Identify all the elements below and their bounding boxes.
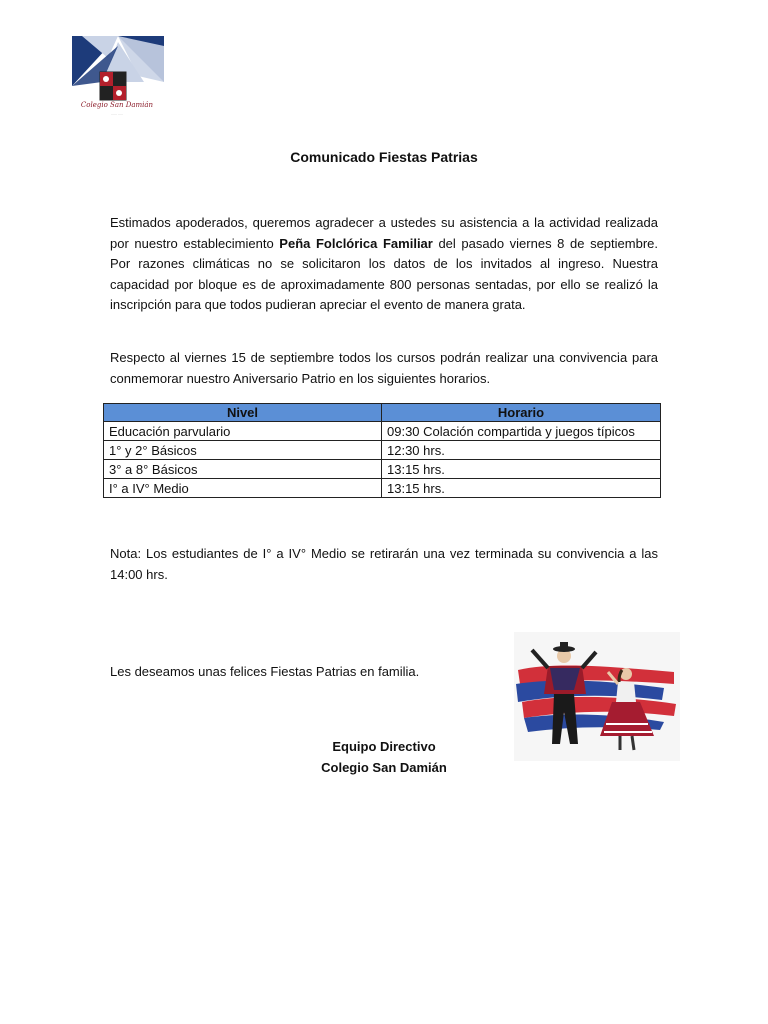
table-row xyxy=(104,422,661,441)
page-title: Comunicado Fiestas Patrias xyxy=(290,149,478,165)
cell-nivel: Educación parvulario xyxy=(104,422,382,441)
paragraph-thanks-text-1: Estimados apoderados, queremos agradecer a ustedes su asistencia a la actividad realizada por nuestro establecimiento xyxy=(110,215,658,251)
header-horario: Horario xyxy=(382,404,661,422)
logo-tagline: ······ ····· xyxy=(111,112,123,116)
cell-nivel: 1° y 2° Básicos xyxy=(104,441,382,460)
table-row xyxy=(104,460,661,479)
table-row xyxy=(104,479,661,498)
paragraph-thanks-text-2: del pasado viernes 8 de septiembre. Por razones climáticas no se solicitaron los datos de los invitados al ingreso. Nuestra capacidad por bloque es de aproximadamente 800 personas sentadas, por ello se realizó la inscripción para que todos pudieran apreciar el evento de manera grata. xyxy=(110,235,658,313)
header-nivel: Nivel xyxy=(104,404,382,422)
note-paragraph: Nota: Los estudiantes de I° a IV° Medio se retirarán una vez terminada su convivencia a las 14:00 hrs. xyxy=(110,546,658,582)
paragraph-thanks xyxy=(110,213,658,316)
logo-school-name: Colegio San Damián xyxy=(80,101,154,109)
table-row xyxy=(104,441,661,460)
cell-nivel: I° a IV° Medio xyxy=(104,479,382,498)
cell-horario: 09:30 Colación compartida y juegos típicos xyxy=(382,422,661,441)
signature-team: Equipo Directivo xyxy=(332,739,436,754)
table-header-row xyxy=(104,404,661,422)
signature-school: Colegio San Damián xyxy=(321,760,447,775)
closing-greeting: Les deseamos unas felices Fiestas Patrias en familia. xyxy=(110,664,420,679)
cell-nivel: 3° a 8° Básicos xyxy=(104,460,382,479)
paragraph-schedule-intro: Respecto al viernes 15 de septiembre todos los cursos podrán realizar una convivencia para conmemorar nuestro Aniversario Patrio en los siguientes horarios. xyxy=(110,350,658,386)
event-name: Peña Folclórica Familiar xyxy=(279,235,433,251)
cell-horario: 12:30 hrs. xyxy=(382,441,661,460)
cell-horario: 13:15 hrs. xyxy=(382,479,661,498)
schedule-table xyxy=(103,403,661,498)
cell-horario: 13:15 hrs. xyxy=(382,460,661,479)
